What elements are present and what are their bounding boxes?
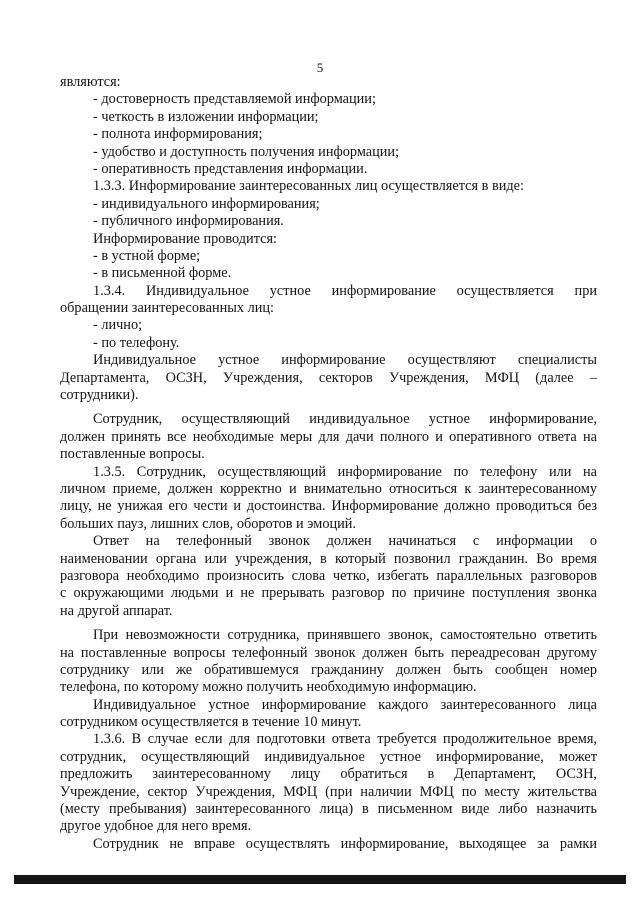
text-line: Индивидуальное устное информирование каждого заинтересованного лица: [93, 696, 597, 713]
text-line: на другой аппарат.: [60, 602, 173, 619]
list-item: - достоверность представляемой информации;: [93, 91, 376, 108]
text-line: личном приеме, должен корректно и внимательно относиться к заинтересованному: [60, 480, 597, 497]
text-line: являются:: [60, 74, 121, 90]
text-line: 1.3.5. Сотрудник, осуществляющий информирование по телефону или на: [93, 463, 597, 480]
text-line: Сотрудник, осуществляющий индивидуальное устное информирование,: [93, 411, 597, 428]
text-line: разговора необходимо произносить слова четко, избегать параллельных разговоров: [60, 567, 597, 584]
text-line: сотрудник, осуществляющий индивидуальное устное информирование, может: [60, 748, 597, 765]
text-line: (месту пребывания) заинтересованного лица) в письменном виде либо назначить: [60, 801, 597, 818]
list-item: - удобство и доступность получения информации;: [93, 143, 400, 160]
text-line: другое удобное для него время.: [60, 818, 252, 835]
text-line: При невозможности сотрудника, принявшего звонок, самостоятельно ответить: [93, 627, 597, 644]
text-line: поставленные вопросы.: [60, 446, 205, 463]
text-line: Сотрудник не вправе осуществлять информирование, выходящее за рамки: [93, 835, 597, 852]
text-line: лицу, не унижая его чести и достоинства. Информирование должно проводиться без: [60, 498, 597, 515]
text-line: Ответ на телефонный звонок должен начинаться с информации о: [93, 533, 597, 550]
list-item: - в письменной форме.: [93, 265, 232, 282]
list-item: - по телефону.: [93, 334, 180, 351]
text-line: сотрудником осуществляется в течение 10 минут.: [60, 714, 362, 731]
text-line: должен принять все необходимые меры для дачи полного и оперативного ответа на: [60, 428, 597, 445]
text-line: обращении заинтересованных лиц:: [60, 300, 274, 317]
text-line: сотруднику или же обратившемуся гражданину должен быть сообщен номер: [60, 661, 597, 678]
list-item: - публичного информирования.: [93, 213, 284, 230]
text-line: предложить заинтересованному лицу обратиться в Департамент, ОСЗН,: [60, 766, 597, 783]
text-line: Информирование проводится:: [93, 230, 278, 247]
text-line: на поставленные вопросы телефонный звонок должен быть переадресован другому: [60, 644, 597, 661]
list-item: - лично;: [93, 317, 143, 334]
text-line: Индивидуальное устное информирование осуществляют специалисты: [93, 352, 597, 369]
text-line: 1.3.4. Индивидуальное устное информирование осуществляется при: [93, 282, 597, 299]
text-line: 1.3.6. В случае если для подготовки ответа требуется продолжительное время,: [93, 731, 597, 748]
text-line: 1.3.3. Информирование заинтересованных лиц осуществляется в виде:: [93, 178, 524, 195]
text-line: телефона, по которому можно получить необходимую информацию.: [60, 679, 477, 696]
list-item: - четкость в изложении информации;: [93, 108, 319, 125]
text-line: Учреждение, сектор Учреждения, МФЦ (при наличии МФЦ по месту жительства: [60, 783, 597, 800]
list-item: - в устной форме;: [93, 247, 201, 264]
list-item: - индивидуального информирования;: [93, 195, 320, 212]
text-line: больших пауз, лишних слов, оборотов и эмоций.: [60, 515, 357, 532]
text-line: Департамента, ОСЗН, Учреждения, секторов Учреждения, МФЦ (далее –: [60, 369, 597, 386]
text-line: с окружающими людьми и не прерывать разговор по причине поступления звонка: [60, 585, 597, 602]
text-line: сотрудники).: [60, 387, 139, 404]
list-item: - оперативность представления информации.: [93, 160, 368, 177]
list-item: - полнота информирования;: [93, 126, 263, 143]
bottom-border-bar: [14, 875, 626, 884]
text-line: наименовании органа или учреждения, в который позвонил гражданин. Во время: [60, 550, 597, 567]
page-number: 5: [316, 60, 324, 75]
document-body: [60, 74, 597, 853]
